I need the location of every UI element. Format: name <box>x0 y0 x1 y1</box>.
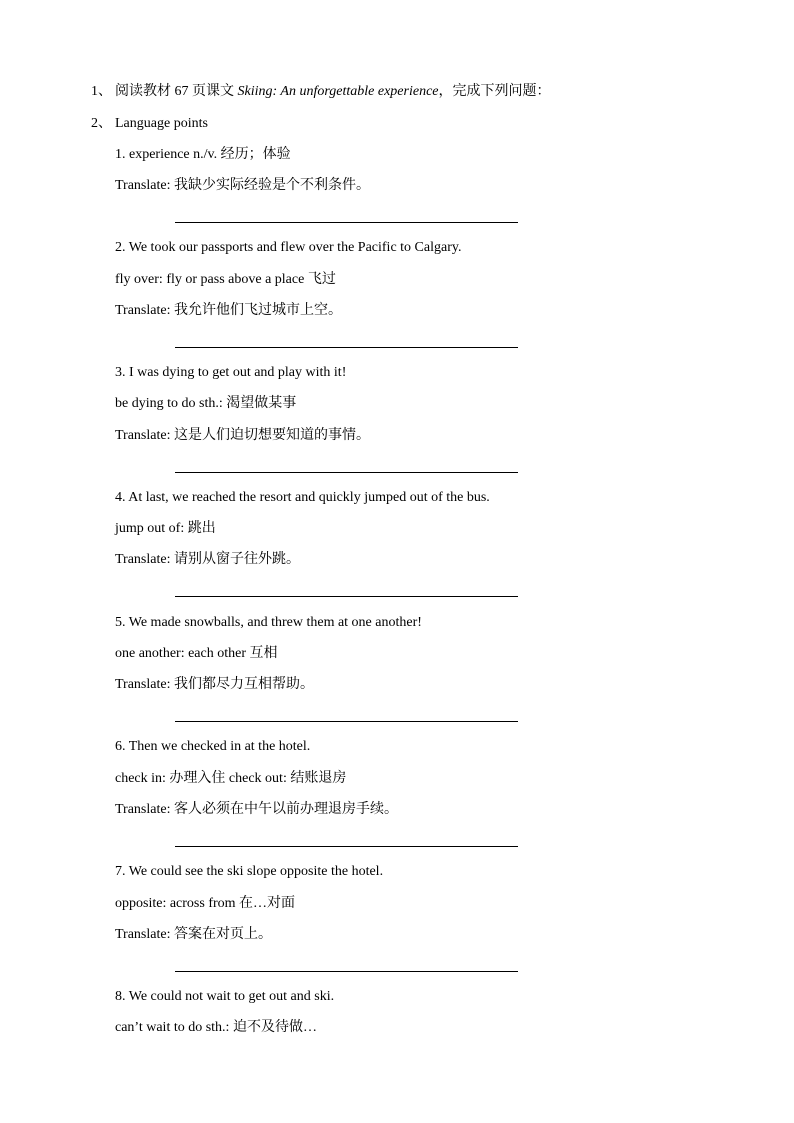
point-7-note: opposite: across from 在…对面 <box>115 896 296 911</box>
point-7-sentence: 7. We could see the ski slope opposite the hotel. <box>115 864 384 879</box>
point-4-translate: Translate: 请别从窗子往外跳。 <box>115 552 300 567</box>
point-2-translate: Translate: 我允许他们飞过城市上空。 <box>115 303 342 318</box>
point-5-note: one another: each other 互相 <box>115 646 278 661</box>
point-2-answer-line[interactable] <box>175 347 518 348</box>
point-5-sentence: 5. We made snowballs, and threw them at one another! <box>115 615 422 630</box>
point-6-note: check in: 办理入住 check out: 结账退房 <box>115 771 347 786</box>
point-3-sentence: 3. I was dying to get out and play with it! <box>115 365 347 380</box>
point-6-answer-line[interactable] <box>175 846 518 847</box>
point-6-translate: Translate: 客人必须在中午以前办理退房手续。 <box>115 802 398 817</box>
point-6-sentence: 6. Then we checked in at the hotel. <box>115 739 311 754</box>
point-1-sentence: 1. experience n./v. 经历；体验 <box>115 147 291 162</box>
item-1-title: Skiing: An unforgettable experience <box>237 84 439 99</box>
point-2-note: fly over: fly or pass above a place 飞过 <box>115 272 336 287</box>
item-1 <box>91 83 551 101</box>
point-7-translate: Translate: 答案在对页上。 <box>115 927 272 942</box>
item-2-label: Language points <box>115 116 208 131</box>
point-2-sentence: 2. We took our passports and flew over the Pacific to Calgary. <box>115 240 462 255</box>
point-5-translate: Translate: 我们都尽力互相帮助。 <box>115 677 314 692</box>
point-4-answer-line[interactable] <box>175 596 518 597</box>
item-1-number: 1、 <box>91 84 112 99</box>
point-8-sentence: 8. We could not wait to get out and ski. <box>115 989 335 1004</box>
point-8-note: can’t wait to do sth.: 迫不及待做… <box>115 1020 317 1035</box>
point-3-note: be dying to do sth.: 渴望做某事 <box>115 396 297 411</box>
point-7-answer-line[interactable] <box>175 971 518 972</box>
item-2 <box>91 115 208 133</box>
point-3-translate: Translate: 这是人们迫切想要知道的事情。 <box>115 428 370 443</box>
point-4-sentence: 4. At last, we reached the resort and quickly jumped out of the bus. <box>115 490 490 505</box>
item-1-suffix: ，完成下列问题： <box>438 84 551 99</box>
item-2-number: 2、 <box>91 116 112 131</box>
item-1-prefix: 阅读教材 67 页课文 <box>115 84 234 99</box>
point-1-answer-line[interactable] <box>175 222 518 223</box>
point-1-translate: Translate: 我缺少实际经验是个不利条件。 <box>115 178 370 193</box>
point-4-note: jump out of: 跳出 <box>115 521 216 536</box>
point-5-answer-line[interactable] <box>175 721 518 722</box>
point-3-answer-line[interactable] <box>175 472 518 473</box>
